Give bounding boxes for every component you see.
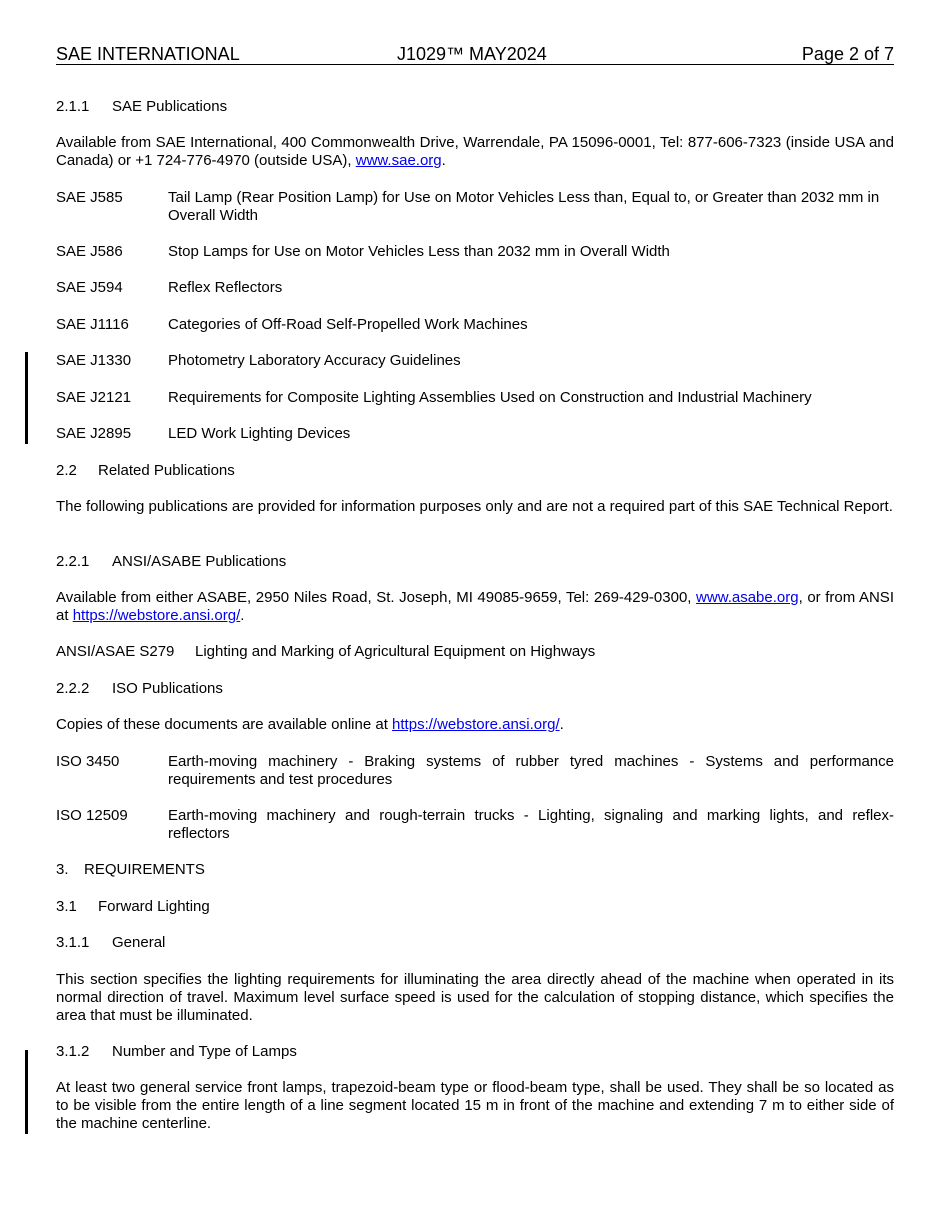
section-number: 3.1.1 [56,934,90,951]
section-title: SAE Publications [112,98,228,115]
section-title: ANSI/ASABE Publications [112,553,287,570]
reference-code: SAE J2895 [56,425,132,442]
reference-code: ISO 3450 [56,753,120,770]
reference-title: Tail Lamp (Rear Position Lamp) for Use on Motor Vehicles Less than, Equal to, or Greater than 2032 mm in Overall Width [168,189,880,224]
ansi-webstore-link[interactable]: https://webstore.ansi.org/ [392,716,560,733]
asabe-link[interactable]: www.asabe.org [696,589,799,606]
section-title: REQUIREMENTS [84,861,205,878]
section-number: 2.1.1 [56,98,90,115]
reference-item [56,316,894,334]
reference-item [56,389,894,407]
change-bar [25,1050,28,1134]
paragraph-text: . [240,607,245,624]
header-doc-id: J1029™ MAY2024 [397,44,547,64]
reference-item [56,279,894,297]
reference-item [56,352,894,370]
sae-link[interactable]: www.sae.org [355,152,442,169]
reference-code: SAE J2121 [56,389,132,406]
reference-item [56,189,894,225]
change-bar [25,352,28,444]
reference-item [56,243,894,261]
page-header [56,44,894,65]
paragraph: This section specifies the lighting requirements for illuminating the area directly ahead of the machine when operated in its normal direction of travel. Maximum level surface speed is used for the calculation of stopping distance, which specifies the area that must be illuminated. [56,971,894,1024]
paragraph [56,716,894,734]
section-title: ISO Publications [112,680,223,697]
paragraph [56,134,894,170]
reference-item [56,807,894,843]
paragraph-text: . [559,716,564,733]
section-number: 2.2.2 [56,680,90,697]
section-heading [56,553,894,571]
header-org: SAE INTERNATIONAL [56,44,240,64]
section-heading [56,934,894,952]
reference-item [56,753,894,789]
paragraph: At least two general service front lamps, trapezoid-beam type or flood-beam type, shall be used. They shall be so located as to be visible from the entire length of a line segment located 15 m in front of the machine and extending 7 m to either side of the machine centerline. [56,1079,894,1132]
section-heading [56,861,894,879]
section-heading [56,898,894,916]
section-title: Related Publications [98,462,235,479]
section-title: Number and Type of Lamps [112,1043,297,1060]
section-number: 2.2 [56,462,77,479]
paragraph-text: Copies of these documents are available online at [56,716,393,733]
section-title: Forward Lighting [98,898,210,915]
ansi-webstore-link[interactable]: https://webstore.ansi.org/ [72,607,241,624]
paragraph: The following publications are provided for information purposes only and are not a required part of this SAE Technical Report. [56,498,893,515]
section-title: General [112,934,166,951]
paragraph-text: Available from SAE International, 400 Commonwealth Drive, Warrendale, PA 15096-0001, Tel: 877-606-7323 (inside USA and Canada) or +1 724-776-4970 (outside USA), [56,134,894,169]
paragraph-text: . [441,152,446,169]
reference-title: Reflex Reflectors [168,279,283,296]
section-number: 3. [56,861,69,878]
reference-title: Categories of Off-Road Self-Propelled Work Machines [168,316,528,333]
reference-code: SAE J1330 [56,352,132,369]
section-heading [56,1043,894,1061]
reference-item [56,643,894,661]
reference-code: ISO 12509 [56,807,128,824]
reference-code: SAE J585 [56,189,123,206]
reference-code: SAE J586 [56,243,123,260]
section-number: 2.2.1 [56,553,90,570]
section-heading [56,680,894,698]
section-number: 3.1 [56,898,77,915]
reference-title: Lighting and Marking of Agricultural Equipment on Highways [195,643,596,660]
reference-title: Stop Lamps for Use on Motor Vehicles Less than 2032 mm in Overall Width [168,243,670,260]
reference-title: Earth-moving machinery and rough-terrain trucks - Lighting, signaling and marking lights, and reflex-reflectors [168,807,894,842]
reference-item [56,425,894,443]
section-number: 3.1.2 [56,1043,90,1060]
section-heading [56,98,894,116]
reference-code: ANSI/ASAE S279 [56,643,175,660]
reference-title: Requirements for Composite Lighting Assemblies Used on Construction and Industrial Machinery [168,389,812,406]
paragraph-text: , or from ANSI at [56,589,894,624]
paragraph-text: Available from either ASABE, 2950 Niles Road, St. Joseph, MI 49085-9659, Tel: 269-429-0300, [56,589,697,606]
reference-code: SAE J1116 [56,316,129,333]
paragraph [56,589,894,625]
reference-title: Earth-moving machinery - Braking systems of rubber tyred machines - Systems and performance requirements and test procedures [168,753,894,788]
header-page-number: Page 2 of 7 [801,44,894,64]
reference-code: SAE J594 [56,279,123,296]
reference-title: Photometry Laboratory Accuracy Guidelines [168,352,461,369]
section-heading [56,462,894,480]
reference-title: LED Work Lighting Devices [168,425,351,442]
